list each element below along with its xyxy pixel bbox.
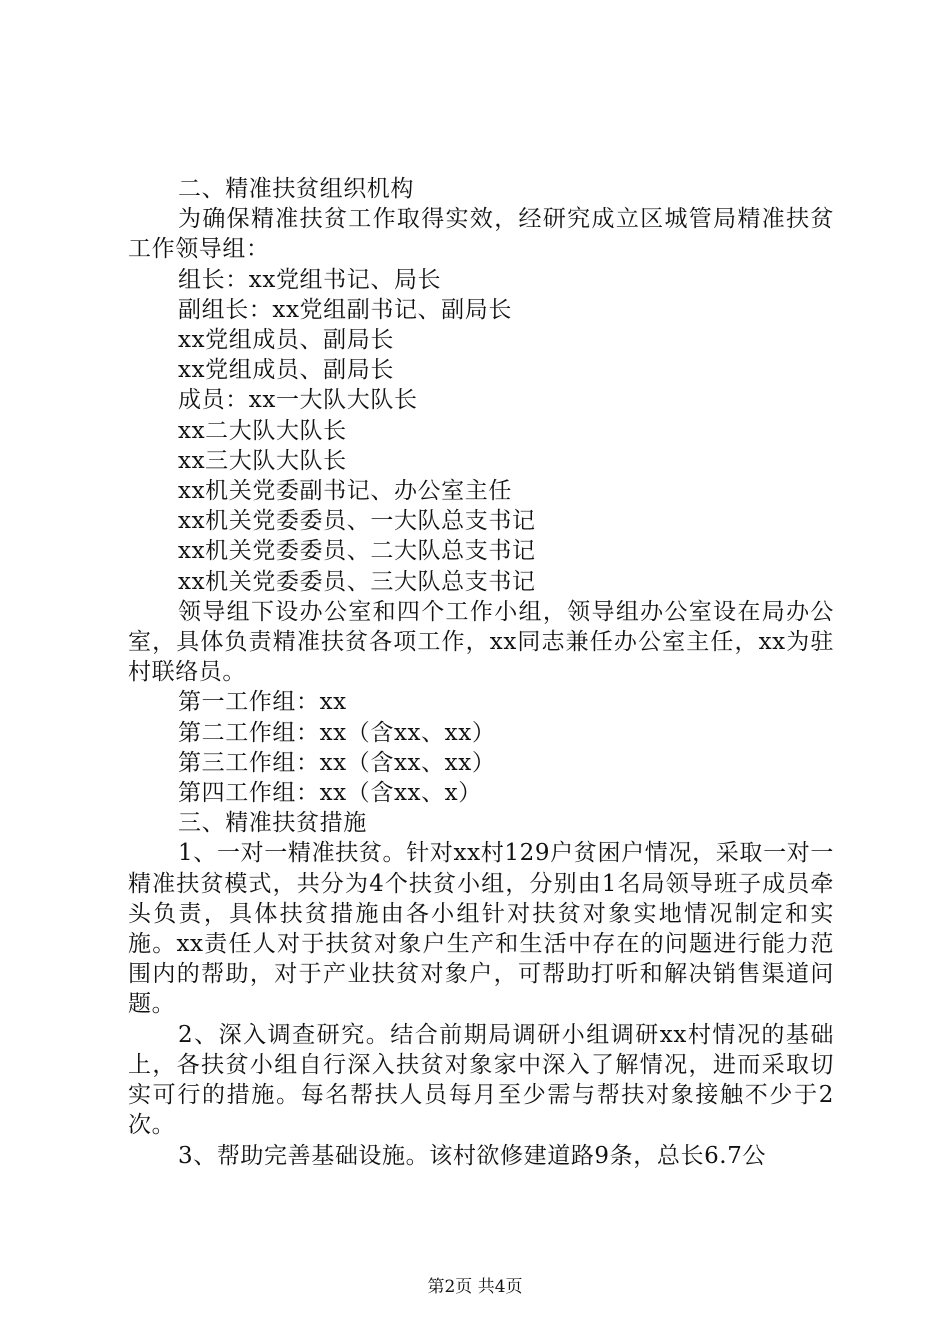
member-line: xx机关党委委员、三大队总支书记: [178, 568, 536, 595]
paragraph: 为确保精准扶贫工作取得实效，经研究成立区城管局精准扶贫工作领导组：: [128, 206, 834, 263]
workgroup-line: 第一工作组：xx: [178, 689, 347, 716]
paragraph: 1、一对一精准扶贫。针对xx村129户贫困户情况，采取一对一精准扶贫模式，共分为4个扶贫小组，分别由1名局领导班子成员牵头负责，具体扶贫措施由各小组针对扶贫对象实地情况制定和实施。xx责任人对于扶贫对象户生产和生活中存在的问题进行能力范围内的帮助，对于产业扶贫对象户，可帮助打听和解决销售渠道问题。: [128, 840, 834, 1018]
member-line: 成员：xx一大队大队长: [178, 387, 418, 414]
member-line: xx三大队大队长: [178, 447, 347, 474]
workgroup-line: 第四工作组：xx（含xx、x）: [178, 780, 482, 807]
document-body: [128, 174, 834, 1171]
paragraph: 领导组下设办公室和四个工作小组，领导组办公室设在局办公室，具体负责精准扶贫各项工作，xx同志兼任办公室主任，xx为驻村联络员。: [128, 598, 834, 686]
member-line: 副组长：xx党组副书记、副局长: [178, 296, 512, 323]
member-line: xx机关党委委员、二大队总支书记: [178, 538, 536, 565]
workgroup-line: 第三工作组：xx（含xx、xx）: [178, 749, 496, 776]
member-line: xx机关党委委员、一大队总支书记: [178, 508, 536, 535]
workgroup-line: 第二工作组：xx（含xx、xx）: [178, 719, 496, 746]
section-heading: 二、精准扶贫组织机构: [178, 176, 414, 202]
member-line: 组长：xx党组书记、局长: [178, 266, 442, 293]
page-footer: 第2页 共4页: [427, 1277, 523, 1297]
member-line: xx二大队大队长: [178, 417, 347, 444]
member-line: xx党组成员、副局长: [178, 327, 394, 354]
member-line: xx机关党委副书记、办公室主任: [178, 478, 512, 505]
paragraph: 3、帮助完善基础设施。该村欲修建道路9条，总长6.7公: [178, 1142, 767, 1169]
section-heading: 三、精准扶贫措施: [178, 810, 367, 837]
paragraph: 2、深入调查研究。结合前期局调研小组调研xx村情况的基础上，各扶贫小组自行深入扶贫对象家中深入了解情况，进而采取切实可行的措施。每名帮扶人员每月至少需与帮扶对象接触不少于2次。: [128, 1021, 834, 1139]
member-line: xx党组成员、副局长: [178, 357, 394, 384]
